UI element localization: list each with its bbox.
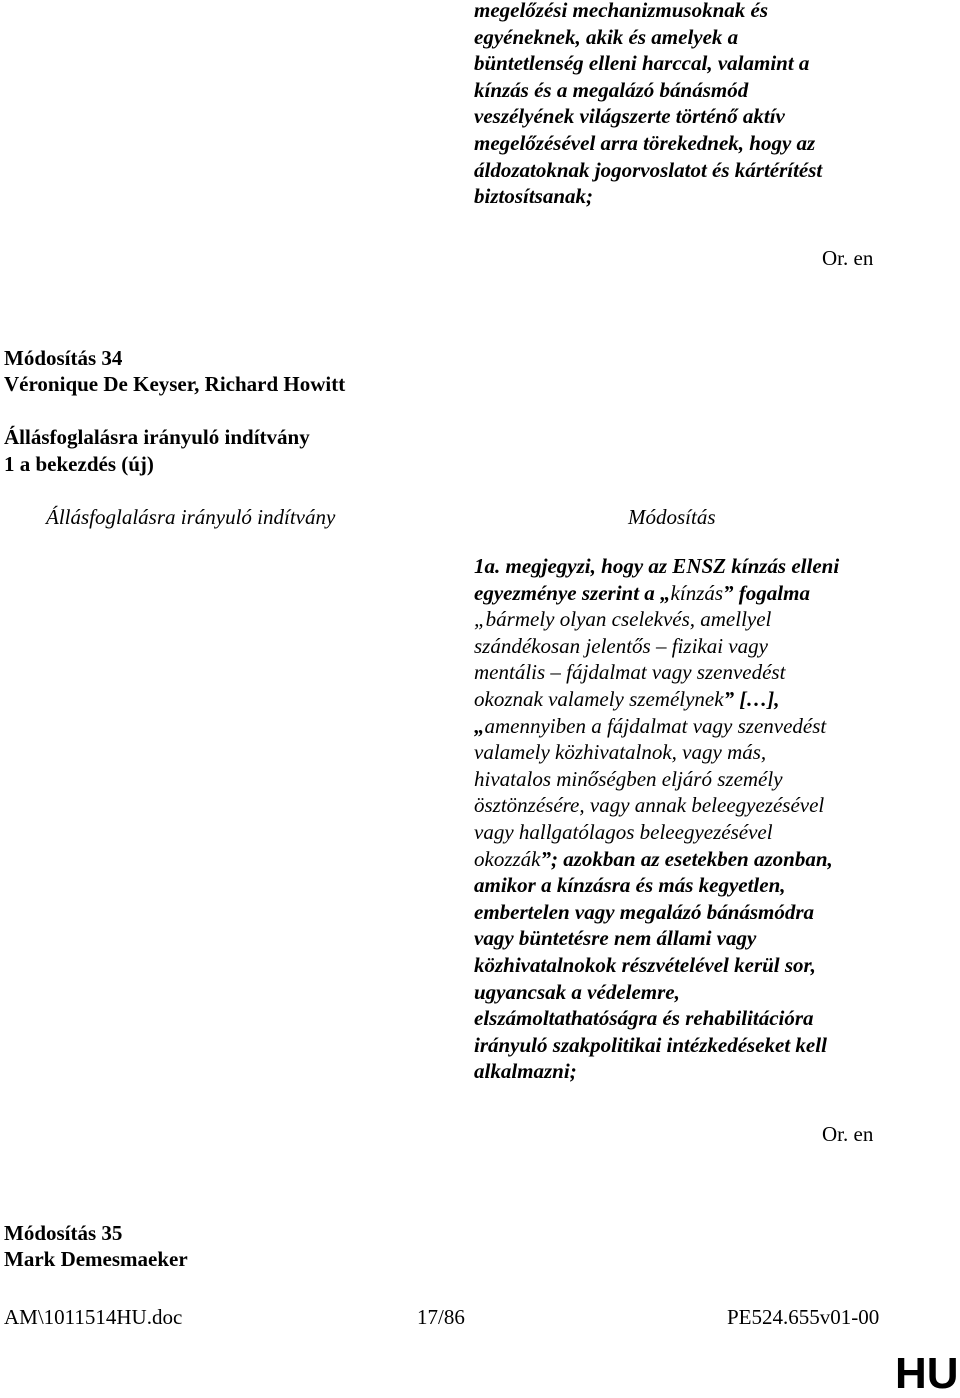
text-run: szándékosan jelentős – fizikai vagy (474, 633, 768, 658)
text-run: mentális – fájdalmat vagy szenvedést (474, 660, 786, 685)
bold-text-run: embertelen vagy megalázó bánásmódra (474, 899, 815, 924)
text-run: ösztönzésére, vagy annak beleegyezésével (474, 793, 825, 818)
text-line (474, 553, 839, 580)
text-run: amennyiben a fájdalmat vagy szenvedést (484, 713, 827, 738)
footer-pe-ref: PE524.655v01-00 (727, 1305, 880, 1329)
text-line (474, 713, 839, 740)
text-line (474, 606, 839, 633)
text-run: kínzás (670, 580, 724, 605)
text-line (474, 659, 839, 686)
text-line: áldozatoknak jogorvoslatot és kártérítést (474, 157, 823, 182)
text-run: okozzák (474, 846, 541, 871)
bold-text-run: ” […], (723, 686, 780, 711)
text-run: valamely közhivatalnok, vagy más, (474, 740, 767, 765)
amendment-text (474, 553, 839, 1085)
amendment-title: Módosítás 35 (4, 1221, 123, 1245)
original-language-note: Or. en (822, 246, 874, 270)
text-line (474, 925, 839, 952)
text-line (474, 633, 839, 660)
footer-doc-ref: AM\1011514HU.doc (4, 1305, 183, 1329)
text-line (474, 686, 839, 713)
text-line (474, 979, 839, 1006)
amendment-authors: Véronique De Keyser, Richard Howitt (4, 372, 346, 396)
language-badge: HU (895, 1349, 959, 1398)
text-line (474, 739, 839, 766)
text-line (474, 819, 839, 846)
amendment-title: Módosítás 34 (4, 346, 123, 370)
amendment-authors: Mark Demesmaeker (4, 1247, 188, 1271)
amendment-paragraph: 1 a bekezdés (új) (4, 452, 154, 476)
text-line (474, 580, 839, 607)
previous-amendment-text (474, 0, 822, 210)
bold-text-run: vagy büntetésre nem állami vagy (474, 926, 757, 951)
text-run: hivatalos minőségben eljáró személy (474, 766, 783, 791)
column-header-amendment: Módosítás (628, 505, 716, 529)
text-line (474, 1058, 839, 1085)
text-line (474, 792, 839, 819)
bold-text-run: egyezménye szerint a „ (474, 580, 671, 605)
bold-text-run: ugyancsak a védelemre, (474, 979, 680, 1004)
bold-text-run: ” fogalma (723, 580, 810, 605)
bold-text-run: 1a. megjegyzi, hogy az ENSZ kínzás elleni (474, 554, 840, 578)
footer-page-number: 17/86 (417, 1305, 465, 1329)
text-line: biztosítsanak; (474, 184, 594, 209)
text-line: veszélyének világszerte történő aktív (474, 104, 785, 129)
column-header-original: Állásfoglalásra irányuló indítvány (46, 505, 336, 529)
bold-text-run: „ (474, 713, 485, 738)
bold-text-run: irányuló szakpolitikai intézkedéseket kell (474, 1032, 827, 1057)
text-line (474, 766, 839, 793)
bold-text-run: közhivatalnokok részvételével kerül sor, (474, 952, 816, 977)
text-line: megelőzésével arra törekednek, hogy az (474, 130, 816, 155)
text-line: egyéneknek, akik és amelyek a (474, 24, 739, 49)
text-line: kínzás és a megalázó bánásmód (474, 77, 749, 102)
text-run: „bármely olyan cselekvés, amellyel (474, 607, 772, 632)
bold-text-run: elszámoltathatóságra és rehabilitációra (474, 1006, 814, 1031)
original-language-note: Or. en (822, 1122, 874, 1146)
text-line (474, 1005, 839, 1032)
text-line: megelőzési mechanizmusoknak és (474, 0, 769, 22)
text-line (474, 872, 839, 899)
text-line (474, 952, 839, 979)
text-line: büntetlenség elleni harccal, valamint a (474, 51, 810, 76)
amendment-subject: Állásfoglalásra irányuló indítvány (4, 425, 310, 449)
bold-text-run: ”; azokban az esetekben azonban, (540, 846, 833, 871)
text-line (474, 899, 839, 926)
text-line (474, 1032, 839, 1059)
bold-text-run: amikor a kínzásra és más kegyetlen, (474, 873, 786, 898)
text-line (474, 846, 839, 873)
bold-text-run: alkalmazni; (474, 1059, 577, 1084)
text-run: okoznak valamely személynek (474, 686, 724, 711)
text-run: vagy hallgatólagos beleegyezésével (474, 819, 773, 844)
